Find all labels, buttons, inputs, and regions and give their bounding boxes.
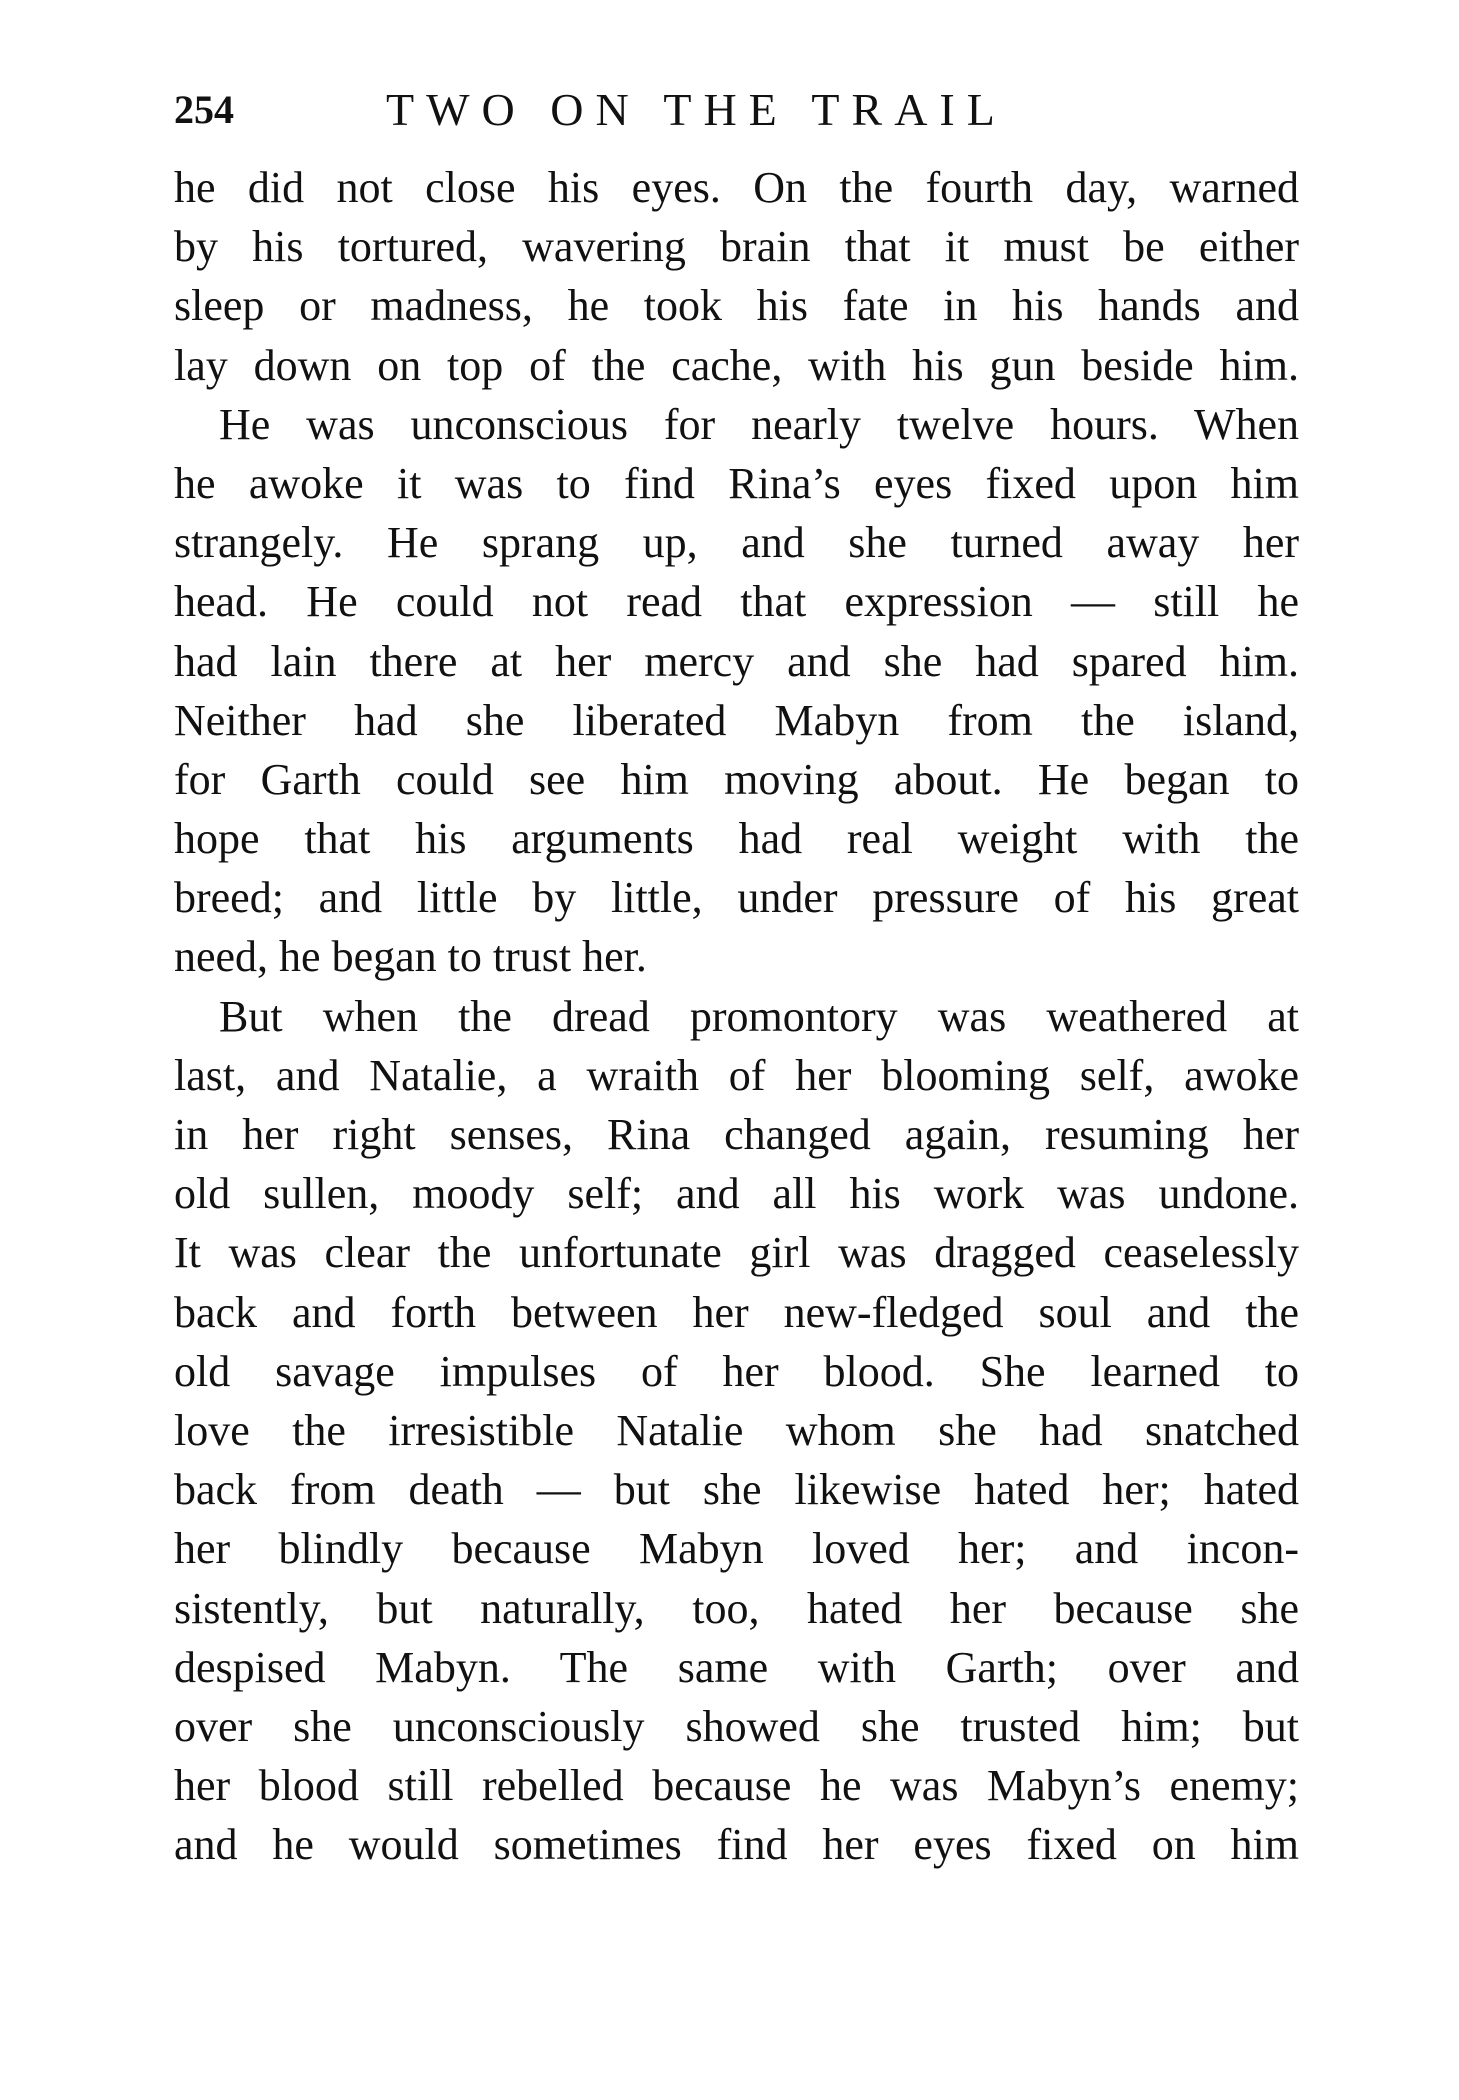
text-line: need, he began to trust her. bbox=[174, 932, 647, 982]
text-line: last, and Natalie, a wraith of her blooming self, awoke bbox=[174, 1050, 1299, 1100]
text-line: sistently, but naturally, too, hated her because she bbox=[174, 1583, 1299, 1633]
text-line: sleep or madness, he took his fate in his hands and bbox=[174, 281, 1299, 331]
page-header bbox=[174, 80, 1299, 140]
text-line: he did not close his eyes. On the fourth day, warned bbox=[174, 163, 1299, 212]
page-number: 254 bbox=[174, 87, 234, 132]
text-line: hope that his arguments had real weight with the bbox=[174, 814, 1299, 864]
text-line: lay down on top of the cache, with his gun beside him. bbox=[174, 340, 1299, 390]
text-line: had lain there at her mercy and she had spared him. bbox=[174, 636, 1299, 686]
text-line: and he would sometimes find her eyes fixed on him bbox=[174, 1820, 1299, 1870]
text-line: over she unconsciously showed she trusted him; but bbox=[174, 1701, 1299, 1751]
text-line: back from death — but she likewise hated her; hated bbox=[174, 1465, 1299, 1515]
text-line: old sullen, moody self; and all his work was undone. bbox=[174, 1169, 1299, 1219]
running-title: TWO ON THE TRAIL bbox=[386, 84, 1007, 135]
text-line: It was clear the unfortunate girl was dragged ceaselessly bbox=[174, 1228, 1299, 1278]
text-line: in her right senses, Rina changed again, resuming her bbox=[174, 1110, 1299, 1159]
text-line: he awoke it was to find Rina’s eyes fixed upon him bbox=[174, 458, 1299, 508]
text-line: old savage impulses of her blood. She learned to bbox=[174, 1346, 1299, 1396]
text-line: strangely. He sprang up, and she turned away her bbox=[174, 518, 1299, 568]
text-line: her blood still rebelled because he was Mabyn’s enemy; bbox=[174, 1761, 1299, 1811]
text-line: Neither had she liberated Mabyn from the island, bbox=[174, 695, 1299, 745]
text-line: for Garth could see him moving about. He began to bbox=[174, 754, 1299, 804]
text-line: But when the dread promontory was weathered at bbox=[219, 991, 1299, 1041]
text-line: He was unconscious for nearly twelve hours. When bbox=[219, 399, 1299, 449]
text-line: love the irresistible Natalie whom she had snatched bbox=[174, 1405, 1299, 1455]
text-line: head. He could not read that expression — still he bbox=[174, 577, 1299, 627]
text-line: despised Mabyn. The same with Garth; over and bbox=[174, 1642, 1299, 1692]
text-line: back and forth between her new-fledged soul and the bbox=[174, 1287, 1299, 1337]
text-line: by his tortured, wavering brain that it must be either bbox=[174, 222, 1299, 272]
text-line: her blindly because Mabyn loved her; and incon- bbox=[174, 1524, 1299, 1574]
body-text bbox=[174, 158, 1299, 1874]
text-line: breed; and little by little, under pressure of his great bbox=[174, 873, 1299, 923]
